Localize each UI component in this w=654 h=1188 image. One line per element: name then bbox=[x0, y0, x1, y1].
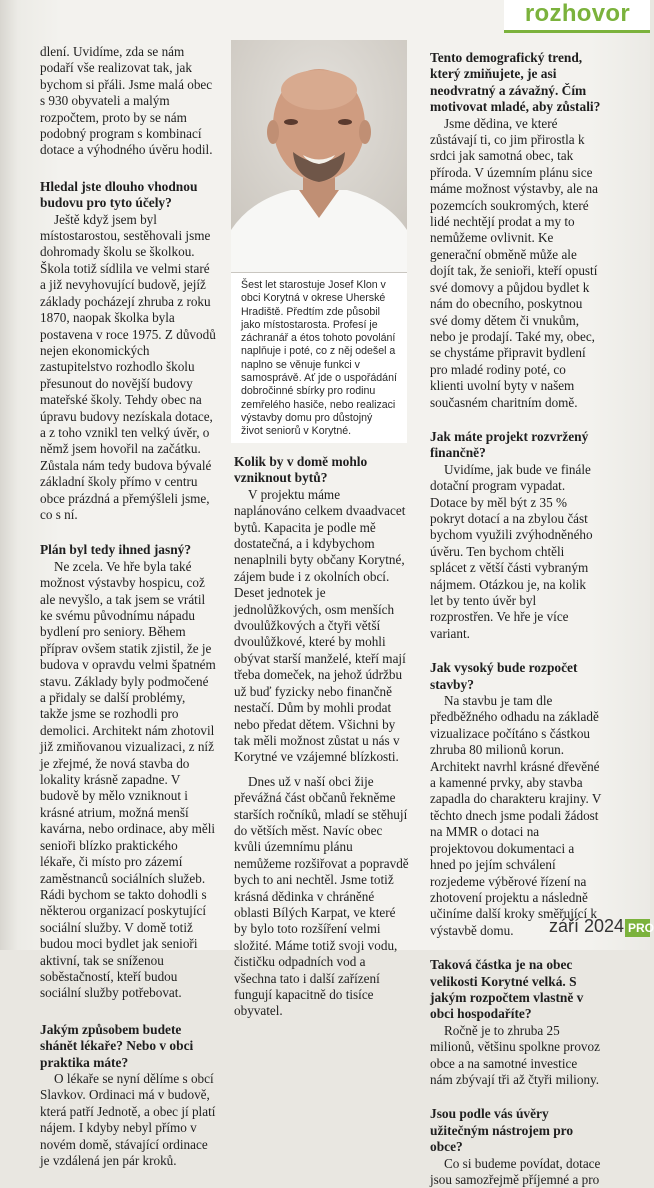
question-heading: Tento demografický trend, který zmiňujete, je asi neodvratný a závažný. Čím motivovat mladé, aby zůstali? bbox=[430, 50, 601, 115]
question-heading: Jak vysoký bude rozpočet stavby? bbox=[430, 660, 578, 692]
answer-paragraph: Na stavbu je tam dle předběžného odhadu na základě vizualizace počítáno s částkou zhruba 80 milionů korun. Architekt navrhl krásné dřevěné a kamenné prvky, aby stavba zapadla do charakteru krajiny. V těchto dnech jsme podali žádost na MMR o dotaci na projektovou dokumentaci a hned po jejím schválení rozjedeme výběrové řízení na zhotovení projektu a následně učiníme další kroky směřující k výstavbě domu. bbox=[430, 693, 602, 938]
question-heading: Taková částka je na obec velikosti Korytné velká. S jakým rozpočtem vlastně v obci hospodaříte? bbox=[430, 957, 584, 1022]
section-tab-label: rozhovor bbox=[524, 0, 630, 27]
answer-paragraph: Ročně je to zhruba 25 milionů, většinu spolkne provoz obce a na samotné investice nám zbývají tři až čtyři miliony. bbox=[430, 1022, 600, 1087]
answer-paragraph: Ještě když jsem byl místostarostou, sestěhovali jsme dohromady školu se školkou. Škola totiž sídlila ve velmi staré a již nevyhovující budově, jejíž základy pocházejí zhruba z roku 1870, naopak školka byla postavena v roce 1975. Z důvodů nejen ekonomických zastupitelstvo rozhodlo školu přesunout do novější budovy mateřské školy. Tehdy obec na úpravu budovy nezískala dotace, a z toho vznikl ten velký úvěr, o němž jsem hovořil na začátku. Zůstala nám tedy budova bývalé základní školy přímo v centru obce prázdná a přemýšleli jsme, co s ní. bbox=[40, 211, 216, 522]
issue-date: září 2024 bbox=[548, 916, 624, 936]
photo-caption: Šest let starostuje Josef Klon v obci Korytná v okrese Uherské Hradiště. Předtím zde působil jako místostarosta. Profesí je záchranář a étos tohoto povolání naplňuje i poté, co z něj odešel a naplno se věnuje funkci v samosprávě. Ať jde o uspořádání dobročinné sbírky pro rodinu zemřelého hasiče, nebo realizaci výstavby domu pro důstojný život seniorů v Korytné. bbox=[241, 279, 397, 438]
column-3 bbox=[430, 50, 602, 1188]
question-heading: Kolik by v domě mohlo vzniknout bytů? bbox=[234, 454, 368, 486]
brand-logo: PRO bbox=[625, 919, 650, 937]
page-footer bbox=[510, 914, 654, 944]
column-2 bbox=[234, 454, 410, 1020]
question-heading: Jak máte projekt rozvržený finančně? bbox=[430, 428, 589, 461]
intro-paragraph: dlení. Uvidíme, zda se nám podaří vše realizovat tak, jak bychom si přáli. Jsme malá obec s 930 obyvateli a malým rozpočtem, proto by se nám podobný program s kombinací dotace a výhodného úvěru hodil. bbox=[40, 44, 213, 158]
portrait-illustration bbox=[231, 40, 407, 272]
section-tab bbox=[504, 0, 650, 33]
answer-paragraph: Jsme dědina, ve které zůstávají ti, co jim přirostla k srdci jak samotná obec, tak příroda. V územním plánu sice máme možnost výstavby, ale na pozemcích soukromých, které lidé nechtějí prodat a my to nemůžeme ovlivnit. Ke generační obměně může ale dojít tak, že senioři, kteří opustí své domovy a půjdou bydlet k nám do obecního, poskytnou své domy dětem či vnukům, nebo je prodají. Také my, obec, se chystáme připravit bydlení pro mladé rodiny poté, co klienti uvolní byty v našem současném charitním domě. bbox=[430, 115, 598, 410]
question-heading: Jsou podle vás úvěry užitečným nástrojem pro obce? bbox=[430, 1106, 574, 1155]
answer-paragraph: Ne zcela. Ve hře byla také možnost výstavby hospicu, což ale nevyšlo, a tak jsem se vrátil ke svému původnímu nápadu bydlení pro seniory. Během příprav ovšem statik zjistil, že je budova v opravdu velmi špatném stavu. Základy byly podmočené a přidaly se další problémy, takže jsme se rozhodli pro demolici. Architekt nám zhotovil již zmiňovanou vizualizaci, z níž je zřejmé, že nová stavba do lokality krásně zapadne. V budově by mělo vzniknout i krásné atrium, možná menší kavárna, nebo ordinace, aby měli senioři blízko praktického lékaře, či místo pro zázemí zaměstnanců sociálních služeb. Rádi bychom se takto dohodli s některou organizací poskytující sociální služby. V domě totiž budou moci bydlet jak senioři aktivní, tak se sníženou soběstačností, kteří budou sociální služby potřebovat. bbox=[40, 558, 216, 1001]
column-1 bbox=[40, 44, 216, 1169]
question-heading: Plán byl tedy ihned jasný? bbox=[40, 542, 192, 558]
question-heading: Jakým způsobem budete shánět lékaře? Nebo v obci praktika máte? bbox=[40, 1021, 194, 1070]
portrait-photo bbox=[231, 40, 407, 272]
question-heading: Hledal jste dlouho vhodnou budovu pro tyto účely? bbox=[40, 178, 198, 211]
answer-paragraph: V projektu máme naplánováno celkem dvaadvacet bytů. Kapacita je podle mě dostatečná, a i kdybychom nenaplnili byty občany Korytné, zájem bude i z okolních obcí. Deset jednotek je jednolůžkových, osm menších dvoulůžkových a čtyři větší dvoulůžkové, které by mohli obývat starší manželé, kteří mají třeba domeček, na jehož údržbu už buď fyzicky nebo finančně nestačí. Dům by mohli prodat nebo předat dětem. Všichni by tak měli možnost zůstat u nás v Korytné ve vzájemné blízkosti. bbox=[234, 486, 406, 765]
answer-paragraph: O lékaře se nyní dělíme s obcí Slavkov. Ordinaci má v budově, která patří Jednotě, a obec jí platí nájem. I kdyby nebyl přímo v novém domě, stávající ordinace je vzdálená jen pár kroků. bbox=[40, 1070, 216, 1168]
answer-paragraph: Dnes už v naší obci žije převážná část občanů řekněme starších ročníků, mladí se stěhují do větších měst. Navíc obec kvůli územnímu plánu nemůžeme rozšiřovat a popravdě bych to ani nechtěl. Jsme totiž krásná dědinka v chráněné oblasti Bílých Karpat, ve které by bylo toto rozšíření velmi složité. Máme totiž svoji vodu, čističku odpadních vod a všechna tato i další zařízení fungují kapacitně do tisíce obyvatel. bbox=[234, 773, 409, 1019]
photo-caption-box bbox=[231, 272, 407, 443]
answer-paragraph: Uvidíme, jak bude ve finále dotační program vypadat. Dotace by měl být z 35 % pokryt dotací a na zbylou část bychom využili zvýhodněného úvěru. Ten bychom chtěli splácet z větší části vybraným nájmem. Otázkou je, na kolik let by tento úvěr byl rozprostřen. Ve hře je více variant. bbox=[430, 461, 593, 641]
answer-paragraph: Co si budeme povídat, dotace jsou samozřejmě příjemné a pro bbox=[430, 1155, 601, 1187]
